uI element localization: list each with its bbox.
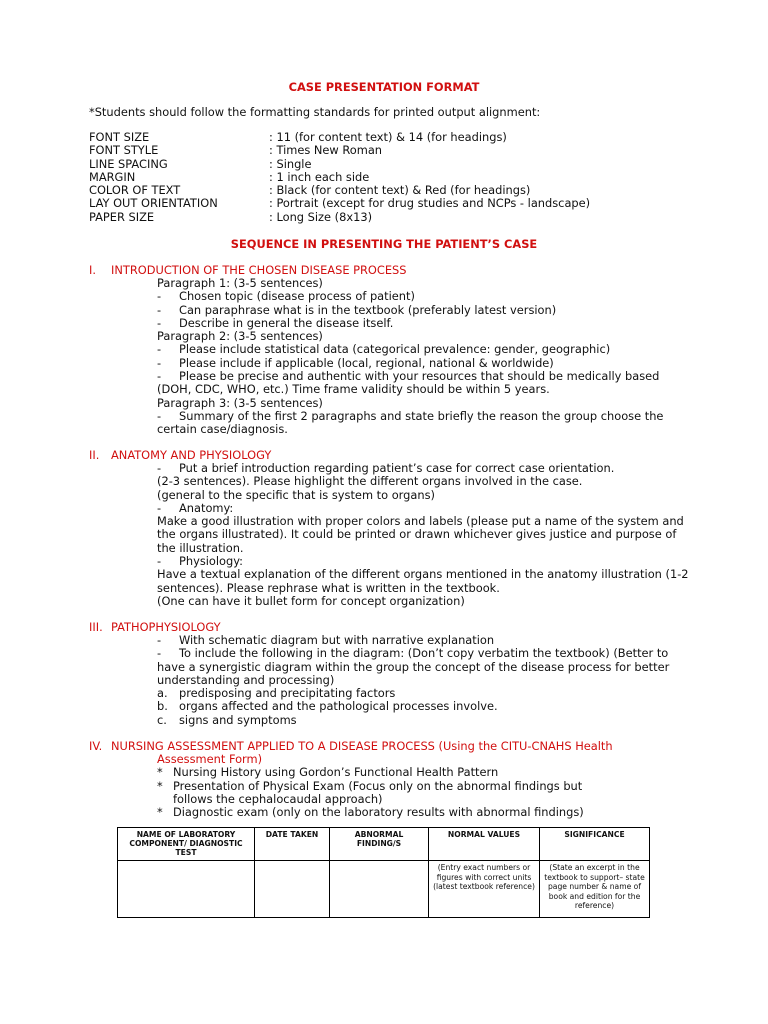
- list-item: [157, 462, 679, 475]
- text-line: (general to the specific that is system to organs): [157, 487, 435, 502]
- lettered-item-text: predisposing and precipitating factors: [179, 686, 396, 701]
- format-rules: [89, 131, 590, 224]
- list-item: [157, 647, 679, 660]
- list-item-text: Can paraphrase what is in the textbook (preferably latest version): [179, 302, 557, 317]
- format-row: [89, 184, 590, 197]
- text-line: the illustration.: [157, 540, 244, 555]
- sequence-heading: SEQUENCE IN PRESENTING THE PATIENT’S CASE: [230, 237, 538, 251]
- list-item-continuation: follows the cephalocaudal approach): [173, 791, 383, 806]
- format-row: [89, 211, 590, 224]
- list-item-text: Please include if applicable (local, regional, national & worldwide): [179, 355, 554, 370]
- format-label: FONT STYLE: [89, 143, 159, 158]
- format-value: : Portrait (except for drug studies and NCPs - landscape): [269, 196, 591, 211]
- format-value: : Single: [269, 156, 312, 171]
- table-cell: [429, 861, 540, 918]
- section-heading: [89, 620, 679, 634]
- format-label: MARGIN: [89, 169, 136, 184]
- section-title: PATHOPHYSIOLOGY: [111, 620, 221, 634]
- table-cell: [118, 861, 255, 918]
- list-item: [157, 502, 679, 515]
- list-item-text: Please be precise and authentic with your resources that should be medically based: [179, 369, 660, 384]
- section-body: [157, 277, 679, 437]
- list-item-text: Anatomy:: [179, 500, 234, 515]
- text-line: Make a good illustration with proper colors and labels (please put a name of the system and: [157, 514, 684, 529]
- format-row: [89, 158, 590, 171]
- dash-marker: -: [157, 342, 162, 357]
- section-title: INTRODUCTION OF THE CHOSEN DISEASE PROCESS: [111, 263, 407, 277]
- star-marker: *: [157, 805, 163, 820]
- list-item: [157, 290, 679, 303]
- dash-marker: -: [157, 633, 162, 647]
- significance-note: (State an excerpt in the textbook to support– state page number & name of book and edition for the reference): [544, 863, 645, 910]
- list-item: [157, 343, 679, 356]
- list-item-text: Put a brief introduction regarding patient’s case for correct case orientation.: [179, 461, 615, 475]
- dash-marker: -: [157, 500, 162, 515]
- list-item: [157, 304, 679, 317]
- text-line: have a synergistic diagram within the group the concept of the disease process for better: [157, 659, 670, 674]
- table-cell: [255, 861, 330, 918]
- text-line: the organs illustrated). It could be printed or drawn whichever gives justice and purpose of: [157, 527, 677, 542]
- section-number: III.: [89, 620, 103, 634]
- column-header: ABNORMAL FINDING/S: [330, 828, 429, 861]
- format-row: [89, 197, 590, 210]
- section-body: [157, 634, 679, 727]
- list-item-text: Presentation of Physical Exam (Focus only on the abnormal findings but: [173, 778, 583, 793]
- section-title: ANATOMY AND PHYSIOLOGY: [111, 448, 272, 462]
- normal-values-note: (Entry exact numbers or figures with correct units (latest textbook reference): [433, 863, 535, 891]
- list-item: [157, 317, 679, 330]
- list-item-text: Diagnostic exam (only on the laboratory results with abnormal findings): [173, 805, 584, 820]
- section-heading: [89, 448, 679, 462]
- format-value: : 1 inch each side: [269, 169, 370, 184]
- text-line: (One can have it bullet form for concept organization): [157, 593, 465, 608]
- list-item-text: Summary of the first 2 paragraphs and state briefly the reason the group choose the: [179, 408, 664, 423]
- section-anatomy-physiology: [89, 448, 689, 608]
- dash-marker: -: [157, 355, 162, 370]
- list-item: [157, 357, 679, 370]
- dash-marker: -: [157, 315, 162, 330]
- dash-marker: -: [157, 369, 162, 384]
- section-number: II.: [89, 448, 100, 462]
- text-line: (2-3 sentences). Please highlight the different organs involved in the case.: [157, 474, 583, 489]
- list-item: [157, 780, 679, 793]
- format-label: LINE SPACING: [89, 156, 168, 171]
- lettered-item-text: organs affected and the pathological processes involve.: [179, 699, 498, 714]
- section-pathophysiology: [89, 620, 679, 727]
- page-title: CASE PRESENTATION FORMAT: [288, 80, 480, 94]
- format-value: : Long Size (8x13): [269, 209, 373, 224]
- star-marker: *: [157, 778, 163, 793]
- section-nursing-assessment: [89, 739, 679, 819]
- format-row: [89, 131, 590, 144]
- section-heading: [89, 263, 679, 277]
- list-item: [157, 370, 679, 383]
- format-row: [89, 171, 590, 184]
- letter-marker: c.: [157, 712, 167, 727]
- column-header: SIGNIFICANCE: [540, 828, 650, 861]
- list-item-text: Please include statistical data (categorical prevalence: gender, geographic): [179, 342, 611, 357]
- format-label: COLOR OF TEXT: [89, 183, 181, 198]
- paragraph-label: Paragraph 1: (3-5 sentences): [157, 276, 323, 290]
- list-item-text: To include the following in the diagram: (Don’t copy verbatim the textbook) (Better to: [179, 646, 669, 661]
- format-value: : Black (for content text) & Red (for headings): [269, 183, 531, 198]
- paragraph-label: Paragraph 2: (3-5 sentences): [157, 329, 323, 344]
- list-item-text: With schematic diagram but with narrative explanation: [179, 633, 495, 647]
- list-item: [157, 766, 679, 779]
- lettered-item: [157, 700, 679, 713]
- list-item-text: Describe in general the disease itself.: [179, 315, 394, 330]
- letter-marker: a.: [157, 686, 168, 701]
- lettered-item-text: signs and symptoms: [179, 712, 297, 727]
- lettered-item: [157, 714, 679, 727]
- letter-marker: b.: [157, 699, 168, 714]
- table-cell: [330, 861, 429, 918]
- dash-marker: -: [157, 646, 162, 661]
- text-line: understanding and processing): [157, 672, 335, 687]
- list-item: [157, 410, 679, 423]
- list-item-continuation: certain case/diagnosis.: [157, 422, 288, 437]
- laboratory-table: [117, 827, 650, 918]
- star-marker: *: [157, 765, 163, 780]
- table-header-row: [118, 828, 650, 861]
- format-label: FONT SIZE: [89, 130, 150, 144]
- list-item-text: Nursing History using Gordon’s Functional Health Pattern: [173, 765, 499, 780]
- list-item-text: Chosen topic (disease process of patient): [179, 289, 415, 304]
- intro-note: *Students should follow the formatting standards for printed output alignment:: [89, 105, 541, 119]
- list-item: [157, 634, 679, 647]
- section-body: [157, 766, 679, 819]
- section-heading-continuation: Assessment Form): [157, 752, 263, 766]
- lettered-item: [157, 687, 679, 700]
- list-item: [157, 555, 679, 568]
- dash-marker: -: [157, 461, 162, 475]
- text-line: sentences). Please rephrase what is written in the textbook.: [157, 580, 500, 595]
- section-heading: [89, 739, 679, 753]
- dash-marker: -: [157, 408, 162, 423]
- dash-marker: -: [157, 554, 162, 569]
- format-label: PAPER SIZE: [89, 209, 155, 224]
- table-cell: [540, 861, 650, 918]
- column-header: NAME OF LABORATORY COMPONENT/ DIAGNOSTIC TEST: [118, 828, 255, 861]
- section-introduction: [89, 263, 679, 437]
- format-value: : Times New Roman: [269, 143, 383, 158]
- section-number: I.: [89, 263, 96, 277]
- list-item-continuation: (DOH, CDC, WHO, etc.) Time frame validity should be within 5 years.: [157, 382, 550, 397]
- paragraph-label: Paragraph 3: (3-5 sentences): [157, 395, 323, 410]
- column-header: NORMAL VALUES: [429, 828, 540, 861]
- section-number: IV.: [89, 739, 103, 753]
- section-title: NURSING ASSESSMENT APPLIED TO A DISEASE PROCESS (Using the CITU-CNAHS Health: [111, 739, 613, 753]
- section-body: [157, 461, 689, 608]
- text-line: Have a textual explanation of the different organs mentioned in the anatomy illustration (1-2: [157, 567, 689, 582]
- column-header: DATE TAKEN: [255, 828, 330, 861]
- dash-marker: -: [157, 302, 162, 317]
- format-value: : 11 (for content text) & 14 (for headings): [269, 130, 507, 144]
- format-row: [89, 144, 590, 157]
- format-label: LAY OUT ORIENTATION: [89, 196, 218, 211]
- list-item-text: Physiology:: [179, 554, 244, 569]
- list-item: [157, 806, 679, 819]
- dash-marker: -: [157, 289, 162, 304]
- table-row: [118, 861, 650, 918]
